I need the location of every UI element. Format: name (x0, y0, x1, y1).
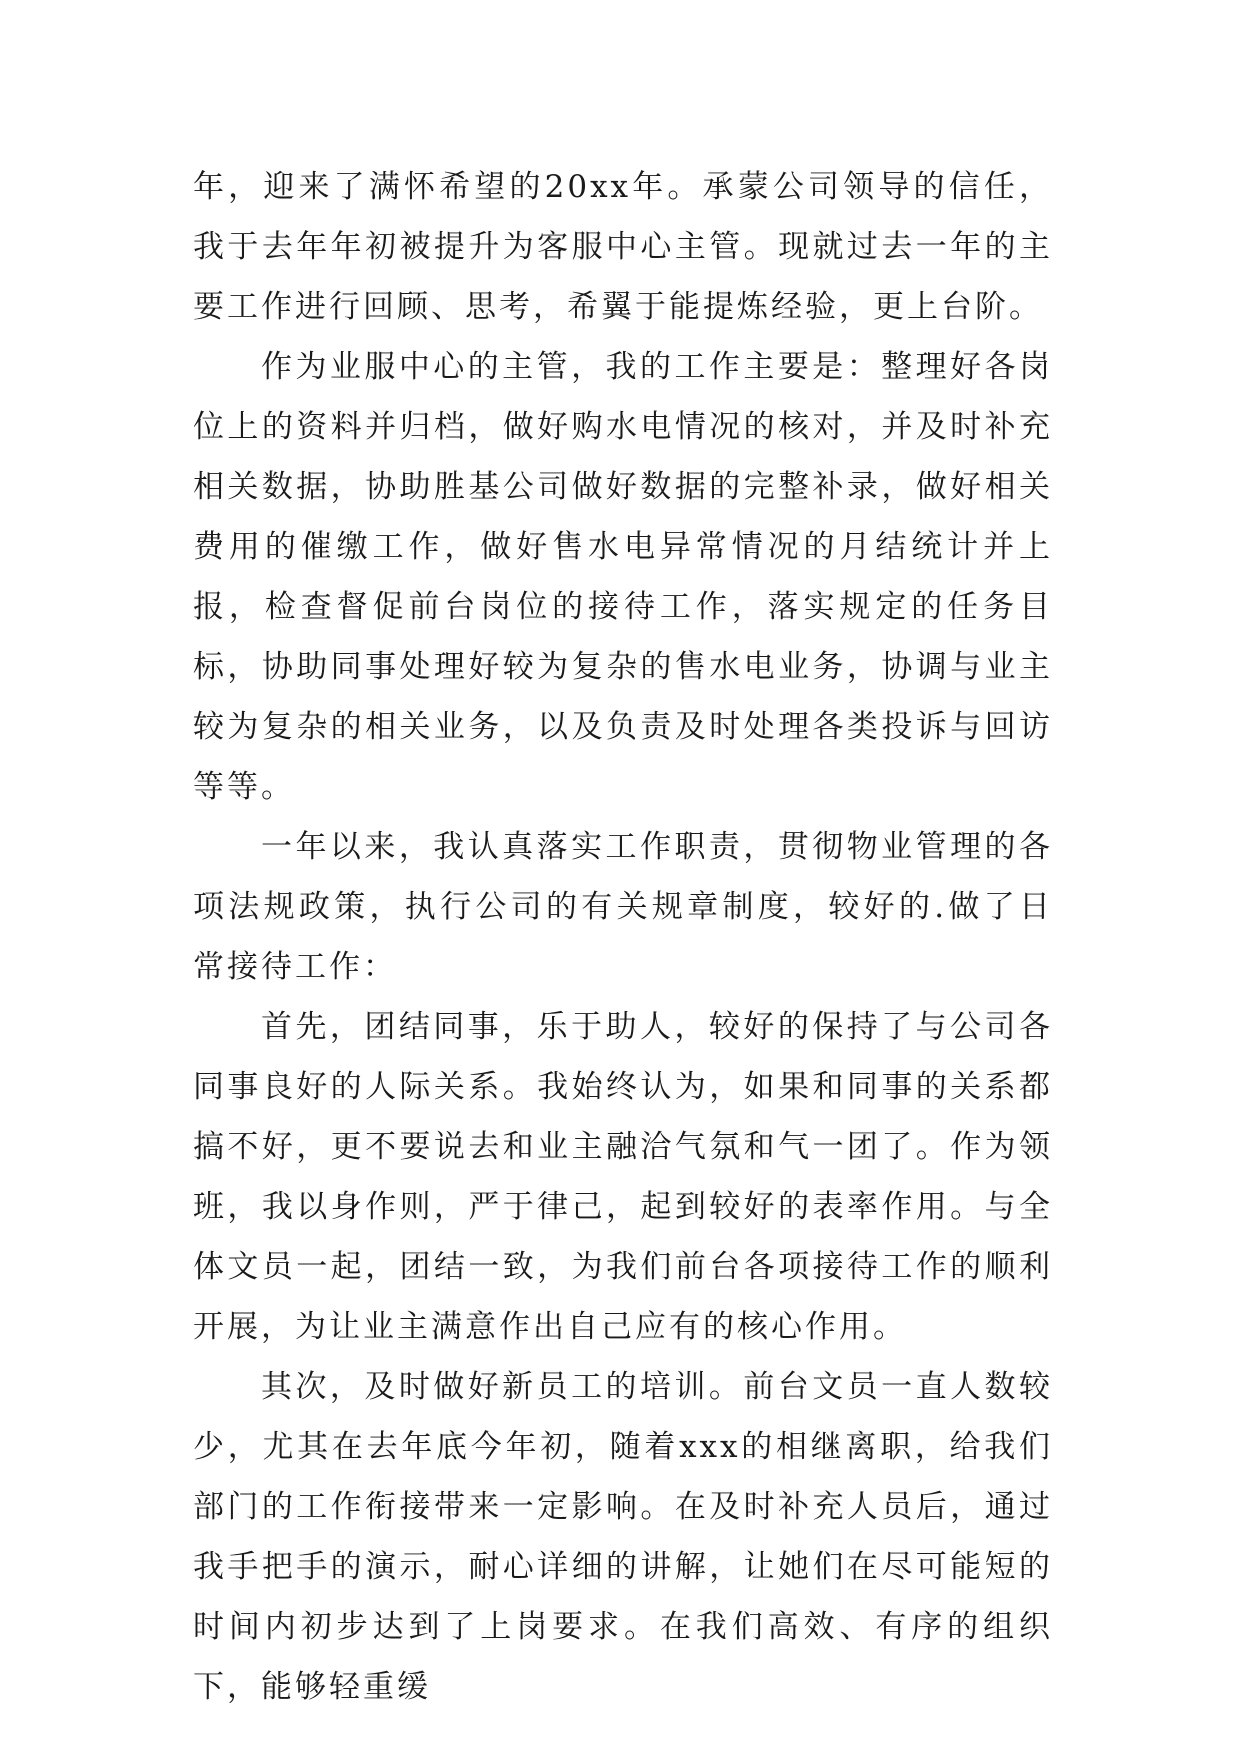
paragraph-continuation: 年，迎来了满怀希望的20xx年。承蒙公司领导的信任，我于去年年初被提升为客服中心主管。现就过去一年的主要工作进行回顾、思考，希翼于能提炼经验，更上台阶。 (193, 169, 1053, 325)
body-text (193, 157, 1053, 1717)
paragraph-second: 其次，及时做好新员工的培训。前台文员一直人数较少，尤其在去年底今年初，随着xxx的相继离职，给我们部门的工作衔接带来一定影响。在及时补充人员后，通过我手把手的演示，耐心详细的讲解，让她们在尽可能短的时间内初步达到了上岗要求。在我们高效、有序的组织下，能够轻重缓 (193, 1369, 1053, 1705)
paragraph-duties: 作为业服中心的主管，我的工作主要是：整理好各岗位上的资料并归档，做好购水电情况的核对，并及时补充相关数据，协助胜基公司做好数据的完整补录，做好相关费用的催缴工作，做好售水电异常情况的月结统计并上报，检查督促前台岗位的接待工作，落实规定的任务目标，协助同事处理好较为复杂的售水电业务，协调与业主较为复杂的相关业务，以及负责及时处理各类投诉与回访等等。 (193, 349, 1053, 805)
paragraph-first: 首先，团结同事，乐于助人，较好的保持了与公司各同事良好的人际关系。我始终认为，如果和同事的关系都搞不好，更不要说去和业主融洽气氛和气一团了。作为领班，我以身作则，严于律己，起到较好的表率作用。与全体文员一起，团结一致，为我们前台各项接待工作的顺利开展，为让业主满意作出自己应有的核心作用。 (193, 1009, 1053, 1345)
paragraph-summary: 一年以来，我认真落实工作职责，贯彻物业管理的各项法规政策，执行公司的有关规章制度，较好的.做了日常接待工作： (193, 829, 1053, 985)
